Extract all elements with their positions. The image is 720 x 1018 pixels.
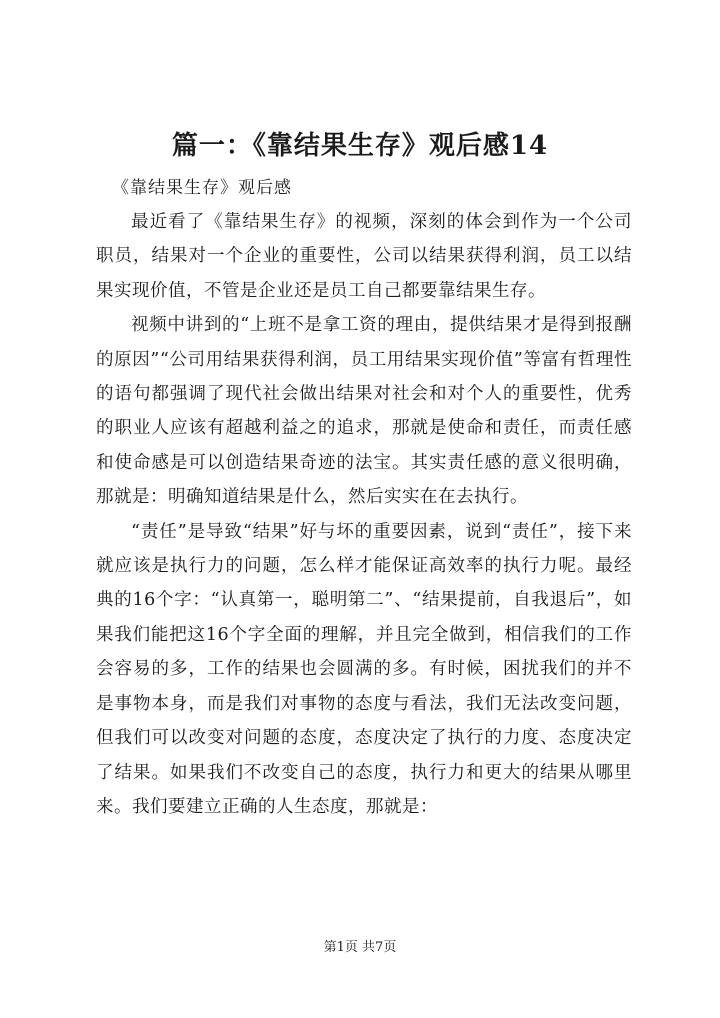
paragraph-2: 视频中讲到的“上班不是拿工资的理由，提供结果才是得到报酬的原因”“公司用结果获得利润，员工用结果实现价值”等富有哲理性的语句都强调了现代社会做出结果对社会和对个人的重要性，优秀的职业人应该有超越利益之的追求，那就是使命和责任，而责任感和使命感是可以创造结果奇迹的法宝。其实责任感的意义很明确，那就是：明确知道结果是什么，然后实实在在去执行。	[96, 315, 632, 508]
page-number-footer: 第1页 共7页	[323, 940, 397, 955]
paragraph-1: 最近看了《靠结果生存》的视频，深刻的体会到作为一个公司职员，结果对一个企业的重要性，公司以结果获得利润，员工以结果实现价值，不管是企业还是员工自己都要靠结果生存。	[96, 212, 632, 301]
document-body	[96, 205, 632, 824]
paragraph-3: “责任”是导致“结果”好与坏的重要因素，说到“责任”，接下来就应该是执行力的问题，怎么样才能保证高效率的执行力呢。最经典的16个字：“认真第一，聪明第二”、“结果提前，自我退后”，如果我们能把这16个字全面的理解，并且完全做到，相信我们的工作会容易的多，工作的结果也会圆满的多。有时候，困扰我们的并不是事物本身，而是我们对事物的态度与看法，我们无法改变问题，但我们可以改变对问题的态度，态度决定了执行的力度、态度决定了结果。如果我们不改变自己的态度，执行力和更大的结果从哪里来。我们要建立正确的人生态度，那就是：	[96, 521, 632, 817]
page-title: 篇一：《靠结果生存》观后感14	[171, 131, 549, 161]
document-subtitle: 《靠结果生存》观后感	[112, 178, 292, 198]
